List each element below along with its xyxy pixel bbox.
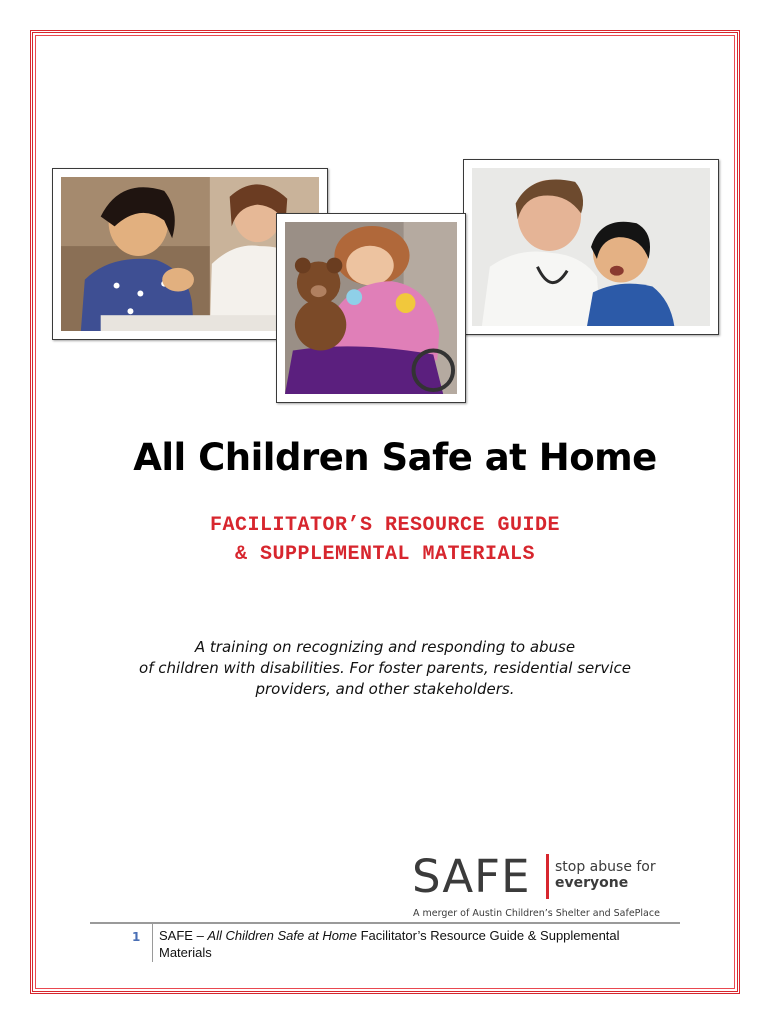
safe-logo <box>412 852 682 922</box>
logo-tagline-2: everyone <box>555 875 629 891</box>
subtitle-line-2: & SUPPLEMENTAL MATERIALS <box>234 543 536 566</box>
logo-tagline-1: stop abuse for <box>555 859 656 875</box>
page-number: 1 <box>132 930 141 944</box>
footer-vertical-rule <box>152 924 153 962</box>
footer-text <box>159 927 659 961</box>
logo-divider <box>546 854 549 899</box>
photo-icon <box>472 168 710 326</box>
footer-prefix: SAFE – <box>159 928 208 943</box>
subtitle-line-1: FACILITATOR’S RESOURCE GUIDE <box>209 514 561 537</box>
footer-line-2: Materials <box>159 945 212 960</box>
description-line-2: of children with disabilities. For foster parents, residential service <box>139 659 631 677</box>
page-title: All Children Safe at Home <box>133 436 657 479</box>
footer-title-italic: All Children Safe at Home <box>207 928 357 943</box>
description-line-1: A training on recognizing and responding to abuse <box>194 638 576 656</box>
footer-suffix: Facilitator’s Resource Guide & Supplemental <box>357 928 620 943</box>
logo-merger-text: A merger of Austin Children’s Shelter and SafePlace <box>413 908 660 919</box>
photo-girl-with-teddy-bear <box>276 213 466 403</box>
description <box>0 637 770 700</box>
description-line-3: providers, and other stakeholders. <box>255 680 515 698</box>
footer-rule <box>90 922 680 924</box>
photo-icon <box>285 222 457 394</box>
photo-doctor-with-boy <box>463 159 719 335</box>
logo-wordmark: SAFE <box>412 850 531 903</box>
